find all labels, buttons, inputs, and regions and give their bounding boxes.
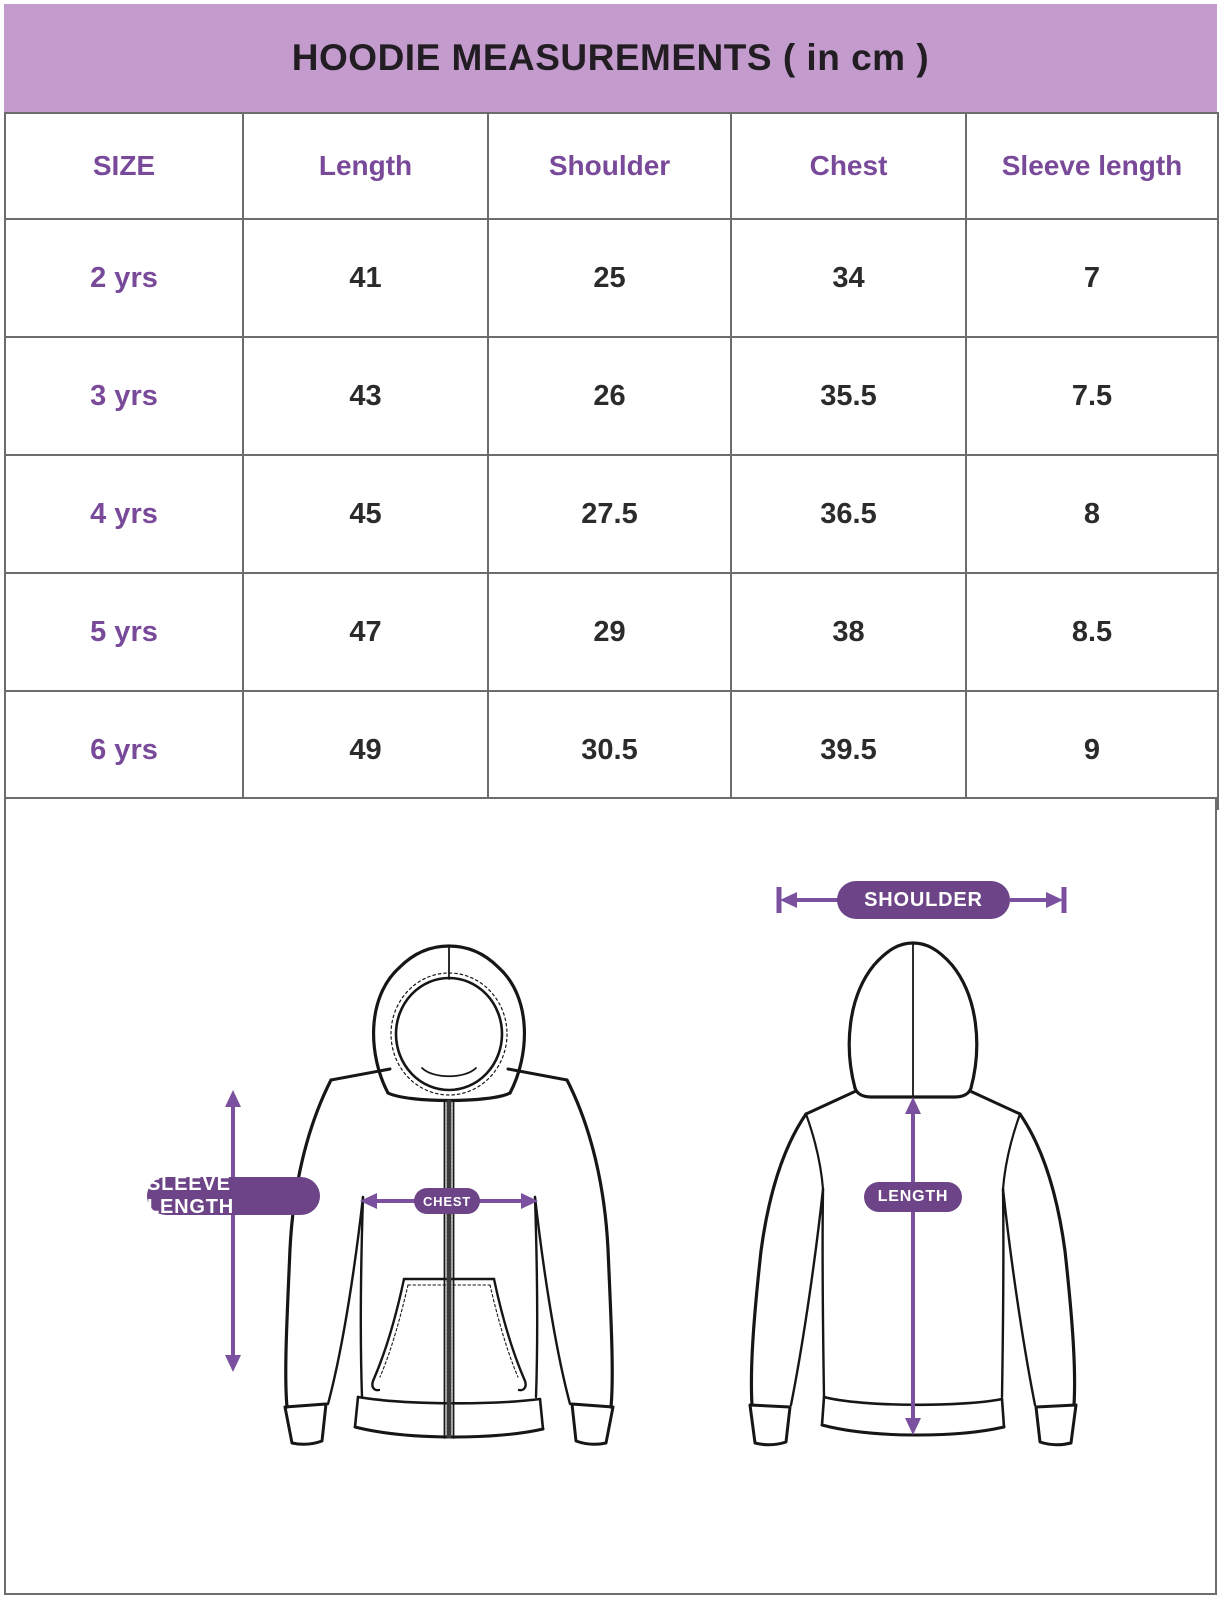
sleeve-cell: 8 <box>966 455 1218 573</box>
chest-cell: 36.5 <box>731 455 966 573</box>
chest-cell: 39.5 <box>731 691 966 809</box>
length-cell: 43 <box>243 337 488 455</box>
table-header-row <box>5 113 1218 219</box>
chest-cell: 38 <box>731 573 966 691</box>
size-cell: 5 yrs <box>5 573 243 691</box>
length-cell: 41 <box>243 219 488 337</box>
title-banner <box>4 4 1217 112</box>
shoulder-cell: 29 <box>488 573 731 691</box>
shoulder-cell: 26 <box>488 337 731 455</box>
table-row <box>5 691 1218 809</box>
column-header-chest: Chest <box>731 113 966 219</box>
sleeve-length-label-badge: SLEEVE LENGTH <box>147 1177 320 1215</box>
column-header-size: SIZE <box>5 113 243 219</box>
shoulder-cell: 30.5 <box>488 691 731 809</box>
chest-label-badge: CHEST <box>414 1188 480 1214</box>
sleeve-length-measure-arrow <box>225 1090 241 1372</box>
chest-cell: 34 <box>731 219 966 337</box>
table-row <box>5 219 1218 337</box>
shoulder-cell: 25 <box>488 219 731 337</box>
column-header-length: Length <box>243 113 488 219</box>
shoulder-label-badge: SHOULDER <box>837 881 1010 919</box>
length-cell: 45 <box>243 455 488 573</box>
sleeve-cell: 9 <box>966 691 1218 809</box>
table-row <box>5 455 1218 573</box>
sleeve-cell: 8.5 <box>966 573 1218 691</box>
size-cell: 3 yrs <box>5 337 243 455</box>
sleeve-cell: 7.5 <box>966 337 1218 455</box>
measurement-diagram <box>4 797 1217 1595</box>
sleeve-cell: 7 <box>966 219 1218 337</box>
shoulder-cell: 27.5 <box>488 455 731 573</box>
length-cell: 49 <box>243 691 488 809</box>
column-header-shoulder: Shoulder <box>488 113 731 219</box>
size-cell: 4 yrs <box>5 455 243 573</box>
column-header-sleeve-length: Sleeve length <box>966 113 1218 219</box>
page-title: HOODIE MEASUREMENTS ( in cm ) <box>291 37 930 78</box>
table-row <box>5 573 1218 691</box>
size-cell: 6 yrs <box>5 691 243 809</box>
table-row <box>5 337 1218 455</box>
size-cell: 2 yrs <box>5 219 243 337</box>
length-cell: 47 <box>243 573 488 691</box>
length-measure-arrow <box>905 1097 921 1435</box>
length-label-badge: LENGTH <box>864 1182 962 1212</box>
chest-cell: 35.5 <box>731 337 966 455</box>
measurements-table <box>4 112 1219 810</box>
